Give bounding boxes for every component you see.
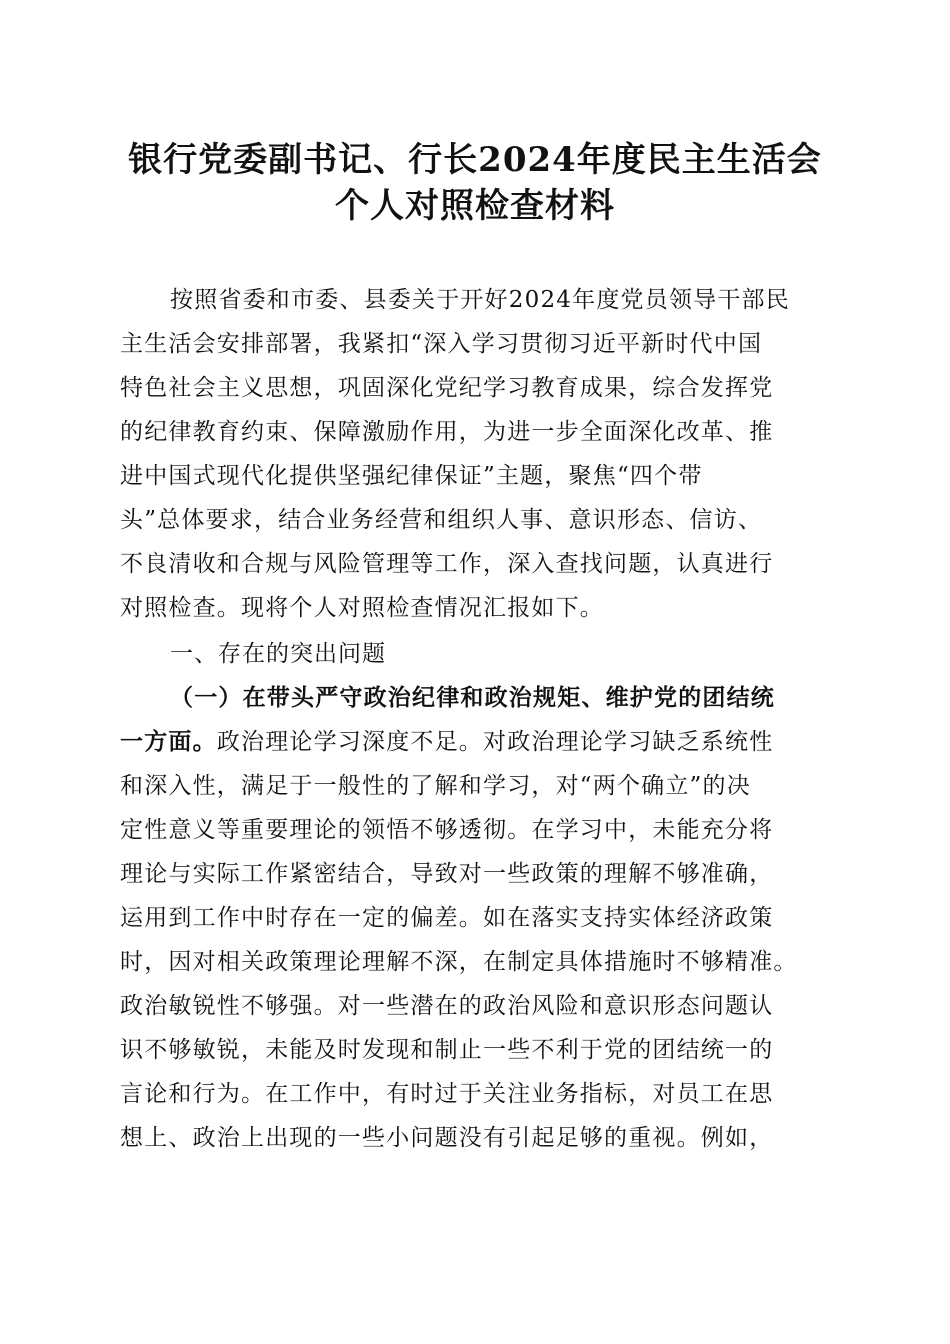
document-title-line-1: 银行党委副书记、行长2024年度民主生活会 — [128, 140, 822, 180]
body-line-4: 理论与实际工作紧密结合，导致对一些政策的理解不够准确， — [120, 861, 774, 887]
document-title-line-2: 个人对照检查材料 — [335, 186, 615, 226]
intro-line-6: 头”总体要求，结合业务经营和组织人事、意识形态、信访、 — [120, 507, 763, 533]
intro-line-8: 对照检查。现将个人对照检查情况汇报如下。 — [120, 595, 604, 621]
section-heading-1: 一、存在的突出问题 — [170, 641, 386, 667]
intro-line-4: 的纪律教育约束、保障激励作用，为进一步全面深化改革、推 — [120, 419, 774, 445]
intro-line-3: 特色社会主义思想，巩固深化党纪学习教育成果，综合发挥党 — [120, 375, 774, 401]
body-line-10: 想上、政治上出现的一些小问题没有引起足够的重视。例如， — [120, 1125, 774, 1151]
body-line-1-text: 政治理论学习深度不足。对政治理论学习缺乏系统性 — [216, 729, 774, 755]
body-line-5: 运用到工作中时存在一定的偏差。如在落实支持实体经济政策 — [120, 905, 774, 931]
intro-line-7: 不良清收和合规与风险管理等工作，深入查找问题，认真进行 — [120, 551, 774, 577]
body-line-6: 时，因对相关政策理论理解不深，在制定具体措施时不够精准。 — [120, 949, 798, 975]
subsection-heading-1-end: 一方面。 — [120, 728, 217, 755]
body-line-7: 政治敏锐性不够强。对一些潜在的政治风险和意识形态问题认 — [120, 993, 774, 1019]
body-line-9: 言论和行为。在工作中，有时过于关注业务指标，对员工在思 — [120, 1081, 774, 1107]
body-line-1 — [120, 726, 840, 758]
intro-line-1: 按照省委和市委、县委关于开好2024年度党员领导干部民 — [170, 287, 790, 313]
intro-line-2: 主生活会安排部署，我紧扣“深入学习贯彻习近平新时代中国 — [120, 331, 763, 357]
body-line-2: 和深入性，满足于一般性的了解和学习，对“两个确立”的决 — [120, 773, 751, 799]
body-line-3: 定性意义等重要理论的领悟不够透彻。在学习中，未能充分将 — [120, 817, 774, 843]
subsection-heading-1: （一）在带头严守政治纪律和政治规矩、维护党的团结统 — [170, 684, 775, 711]
intro-line-5: 进中国式现代化提供坚强纪律保证”主题，聚焦“四个带 — [120, 463, 703, 489]
body-line-8: 识不够敏锐，未能及时发现和制止一些不利于党的团结统一的 — [120, 1037, 774, 1063]
